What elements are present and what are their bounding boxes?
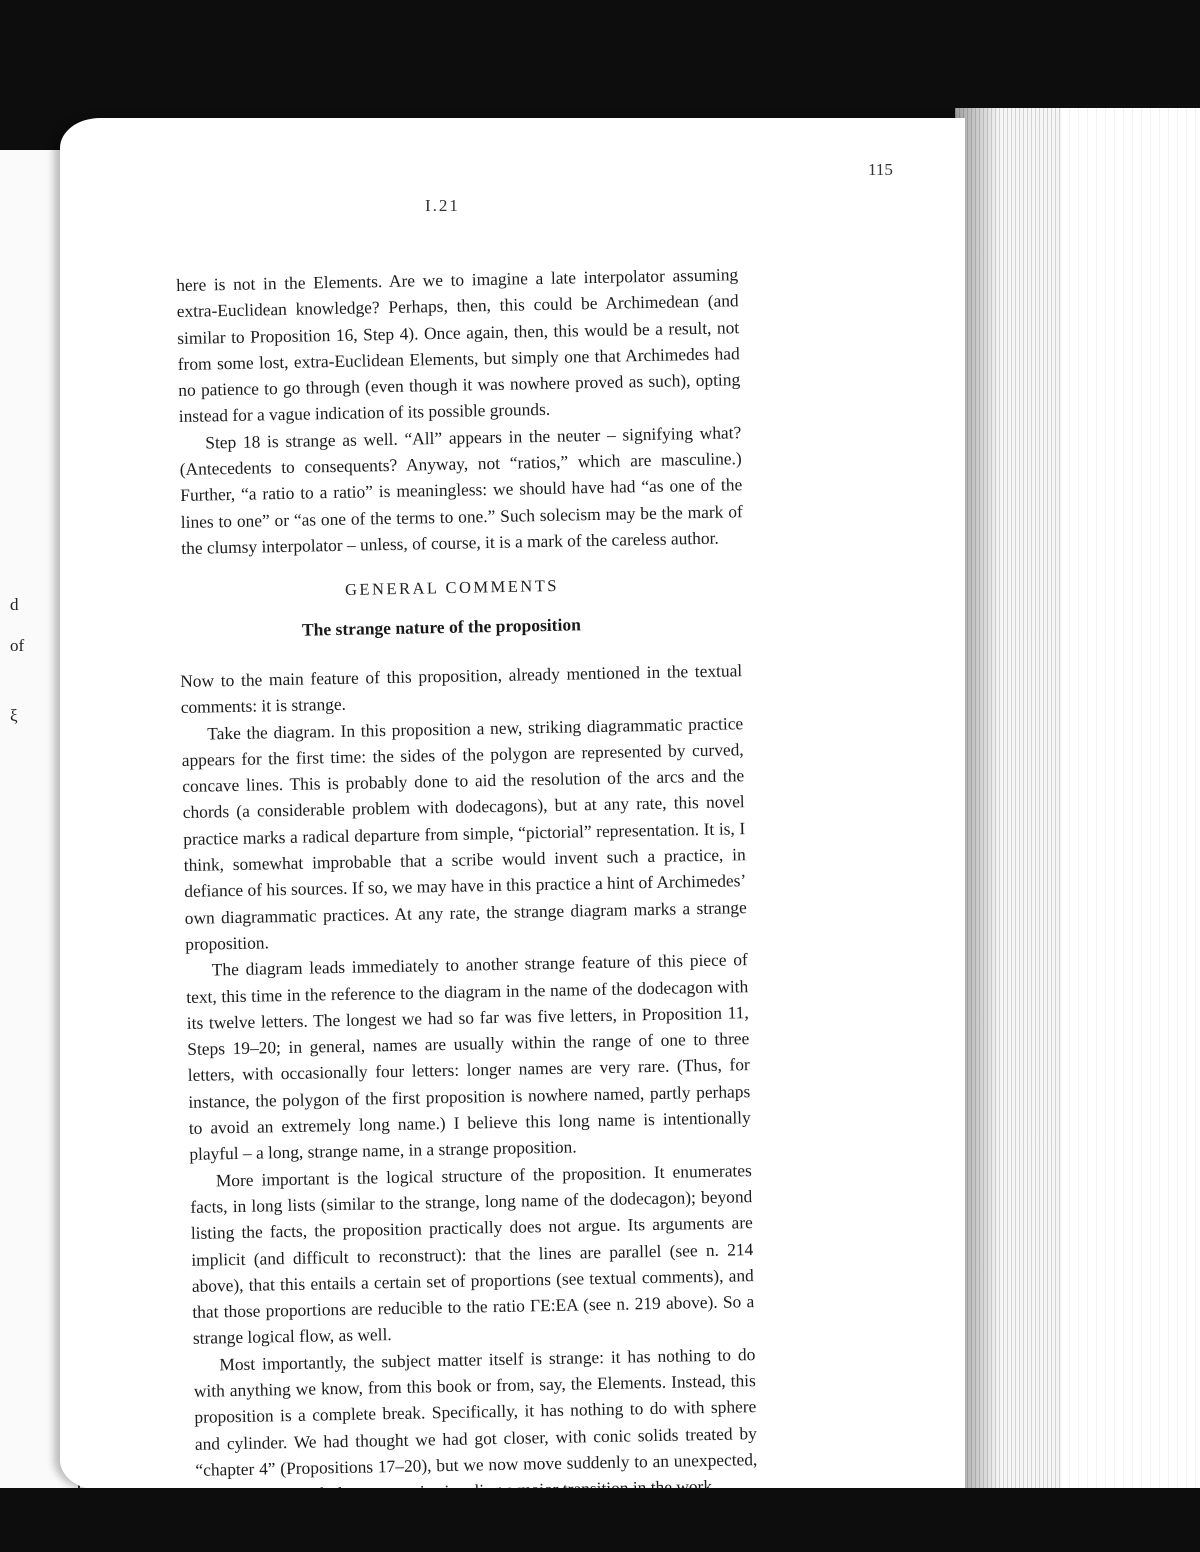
textual-comments-continuation (176, 261, 743, 561)
facing-page-fragment: ξ (10, 706, 18, 725)
general-comments-body (180, 657, 758, 1509)
paragraph: Take the diagram. In this proposition a new, striking diagrammatic practice appears for the first time: the sides of the polygon are represented by curved, concave lines. This is probably done to aid the resolution of the arcs and the chords (a considerable problem with dodecagons), but at any rate, this novel practice marks a radical departure from simple, “pictorial” representation. It is, I think, somewhat improbable that a scribe would invent such a practice, in defiance of his sources. If so, we may have in this practice a hint of Archimedes’ own diagrammatic practices. At any rate, the strange diagram marks a strange proposition. (181, 712, 747, 954)
section-subheading: The strange nature of the proposition (301, 614, 582, 640)
page-stack (1060, 108, 1200, 1490)
paragraph: Now to the main feature of this proposition, already mentioned in the textual comments: it is strange. (180, 660, 743, 718)
facing-page-fragment: of (10, 636, 25, 655)
paragraph: More important is the logical structure of the proposition. It enumerates facts, in long lists (similar to the strange, long name of the dodecagon); beyond listing the facts, the proposition practically does not argue. Its arguments are implicit (and difficult to reconstruct): that the lines are parallel (see n. 214 above), that this entails a certain set of proportions (see textual comments), and that those proportions are reducible to the ratio ΓΕ:ΕΑ (see n. 219 above). So a strange logical flow, as well. (190, 1159, 755, 1349)
paragraph: Step 18 is strange as well. “All” appears in the neuter – signifying what? (Antecedents to consequents? Anyway, not “ratios,” which are masculine.) Further, “a ratio to a ratio” is meaningless: we should have had “as one of the lines to one” or “as one of the terms to one.” Such solecism may be the mark of the clumsy interpolator – unless, of course, it is a mark of the careless author. (179, 421, 743, 558)
running-head: I.21 (425, 196, 460, 215)
paragraph: here is not in the Elements. Are we to imagine a late interpolator assuming extra-Euclidean knowledge? Perhaps, then, this could be Archimedean (and similar to Proposition 16, Step 4). Once again, then, this would be a result, not from some lost, extra-Euclidean Elements, but simply one that Archimedes had no patience to go through (even though it was nowhere proved as such), opting instead for a vague indication of its possible grounds. (176, 264, 741, 427)
scanner-background-bottom (0, 1488, 1200, 1552)
page-number: 115 (868, 160, 893, 179)
paragraph: Most importantly, the subject matter itself is strange: it has nothing to do with anything we know, from this book or from, say, the Elements. Instead, this proposition is a complete break. Specifically, it has nothing to do with sphere and cylinder. We had thought we had got closer, with conic solids treated by “chapter 4” (Propositions 17–20), but we now move suddenly to an unexpected, work. (193, 1343, 758, 1497)
facing-page-fragment: d (10, 595, 19, 614)
paragraph: The diagram leads immediately to another strange feature of this piece of text, this time in the reference to the diagram in the name of the dodecagon with its twelve letters. The longest we had so far was five letters, in Proposition 11, Steps 19–20; in general, names are usually within the range of one to three letters, with occasionally four letters: longer names are very rare. (Thus, for instance, the polygon of the first proposition is nowhere named, partly perhaps to avoid an extremely long name.) I believe this long name is intentionally playful – a long, strange name, in a strange proposition. (186, 949, 751, 1165)
section-heading: GENERAL COMMENTS (344, 575, 560, 600)
book-page-edges (955, 108, 1200, 1490)
